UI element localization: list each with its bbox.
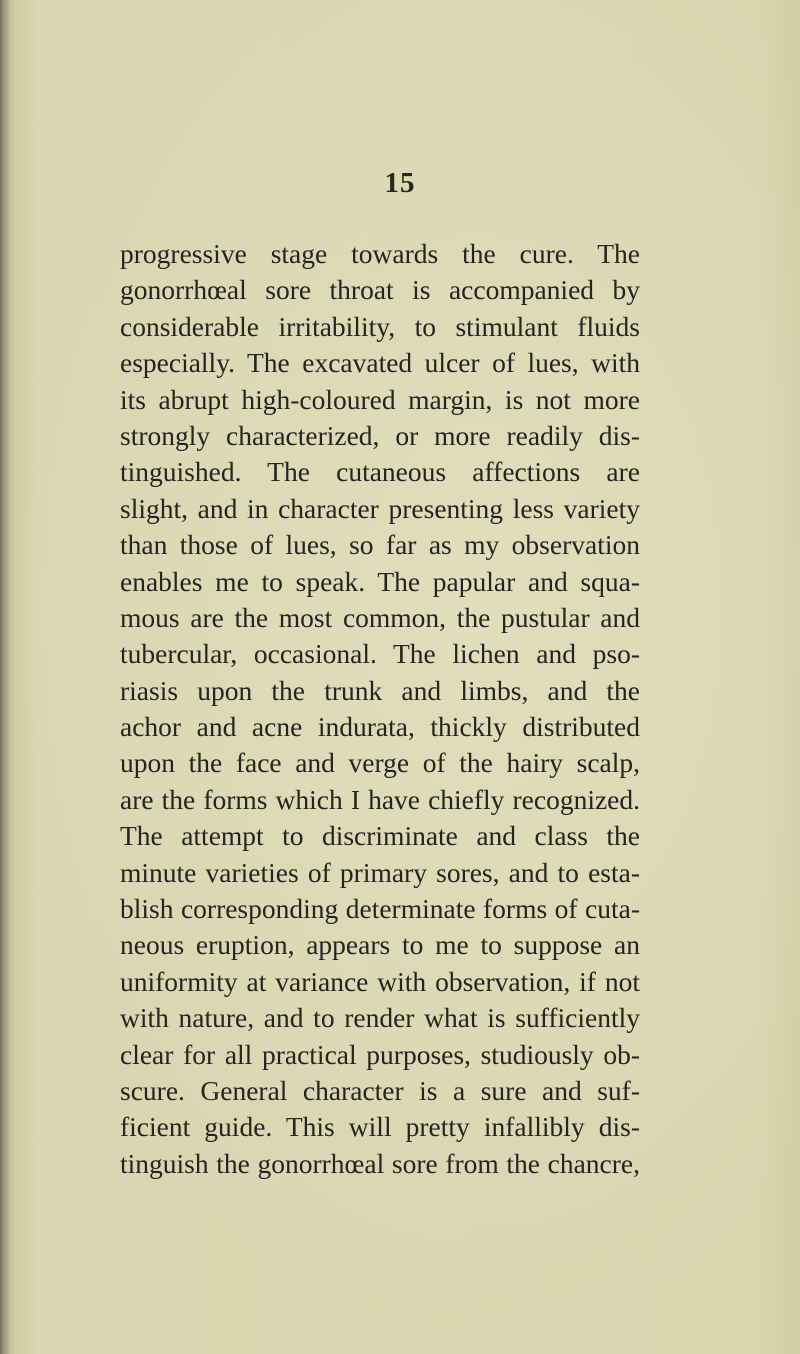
text-line: riasis upon the trunk and limbs, and the bbox=[120, 674, 640, 706]
text-line: uniformity at variance with observation, if not bbox=[120, 965, 640, 997]
text-line: than those of lues, so far as my observation bbox=[120, 529, 640, 561]
text-line: ficient guide. This will pretty infallibly dis- bbox=[120, 1111, 640, 1143]
text-line: minute varieties of primary sores, and to esta- bbox=[120, 856, 640, 888]
text-line: with nature, and to render what is sufficiently bbox=[120, 1002, 640, 1034]
text-line: enables me to speak. The papular and squa- bbox=[120, 565, 640, 597]
text-line: considerable irritability, to stimulant fluids bbox=[120, 310, 640, 342]
text-line: The attempt to discriminate and class the bbox=[120, 820, 640, 852]
text-line: scure. General character is a sure and suf- bbox=[120, 1074, 640, 1106]
text-line: tinguish the gonorrhœal sore from the chancre, bbox=[120, 1147, 640, 1179]
text-line: progressive stage towards the cure. The bbox=[120, 238, 640, 269]
text-line: upon the face and verge of the hairy scalp, bbox=[120, 747, 640, 779]
text-line: tinguished. The cutaneous affections are bbox=[120, 456, 640, 488]
text-line: neous eruption, appears to me to suppose an bbox=[120, 929, 640, 961]
text-line: slight, and in character presenting less variety bbox=[120, 492, 640, 524]
page-gutter-shadow bbox=[0, 0, 10, 1354]
text-line: especially. The excavated ulcer of lues, with bbox=[120, 347, 640, 379]
text-line: its abrupt high-coloured margin, is not more bbox=[120, 383, 640, 415]
text-line: are the forms which I have chiefly recognized. bbox=[120, 783, 640, 815]
text-line: tubercular, occasional. The lichen and pso- bbox=[120, 638, 640, 670]
text-line: blish corresponding determinate forms of cuta- bbox=[120, 893, 640, 925]
page-number: 15 bbox=[384, 167, 416, 199]
text-line: gonorrhœal sore throat is accompanied by bbox=[120, 274, 640, 306]
text-line: strongly characterized, or more readily dis- bbox=[120, 419, 640, 451]
text-line: achor and acne indurata, thickly distributed bbox=[120, 711, 640, 743]
body-text bbox=[120, 236, 640, 1182]
text-line: mous are the most common, the pustular and bbox=[120, 601, 640, 633]
text-line: clear for all practical purposes, studiously ob- bbox=[120, 1038, 640, 1070]
